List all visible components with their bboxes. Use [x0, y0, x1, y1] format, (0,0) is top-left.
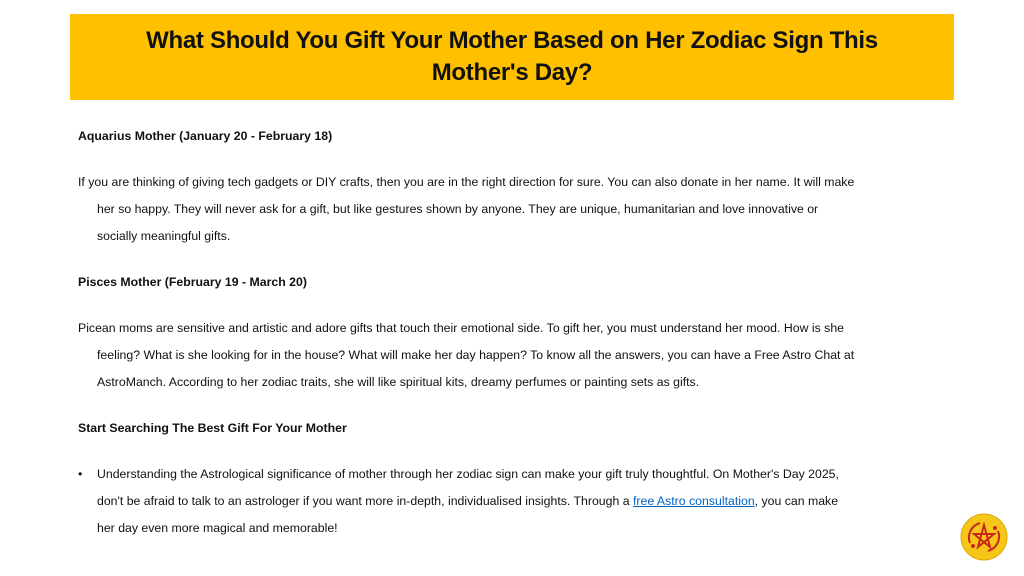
aquarius-text-line: If you are thinking of giving tech gadgets or DIY crafts, then you are in the right direction for sure. You can also donate in her name. It will make: [78, 175, 855, 189]
search-heading: Start Searching The Best Gift For Your Mother: [78, 421, 347, 435]
bullet-marker: •: [78, 467, 83, 481]
aquarius-text-line: her so happy. They will never ask for a gift, but like gestures shown by anyone. They are unique, humanitarian and love innovative or: [97, 202, 819, 216]
page-title: [146, 25, 878, 89]
title-line-1: What Should You Gift Your Mother Based on Her Zodiac Sign This: [146, 27, 878, 54]
title-banner: [70, 14, 954, 100]
bullet-text-line: Understanding the Astrological significance of mother through her zodiac sign can make your gift truly thoughtful. On Mother's Day 2025,: [97, 467, 839, 481]
aquarius-text-line: socially meaningful gifts.: [97, 229, 231, 243]
aquarius-heading: Aquarius Mother (January 20 - February 18): [78, 129, 333, 143]
bullet-text: , you can make: [754, 494, 839, 508]
pisces-text-line: Picean moms are sensitive and artistic and adore gifts that touch their emotional side. To gift her, you must understand her mood. How is she: [78, 321, 844, 335]
bullet-text-line: her day even more magical and memorable!: [97, 521, 338, 535]
pisces-text-line: AstroManch. According to her zodiac traits, she will like spiritual kits, dreamy perfumes or painting sets as gifts.: [97, 375, 700, 389]
pisces-heading: Pisces Mother (February 19 - March 20): [78, 275, 307, 289]
astromanch-logo-icon: [960, 513, 1008, 561]
pisces-text-line: feeling? What is she looking for in the house? What will make her day happen? To know all the answers, you can have a Free Astro Chat at: [97, 348, 855, 362]
title-line-2: Mother's Day?: [431, 59, 593, 86]
bullet-text-line: [97, 494, 838, 508]
free-astro-consultation-link[interactable]: free Astro consultation: [632, 494, 755, 508]
bullet-text: don't be afraid to talk to an astrologer if you want more in-depth, individualised insights. Through a: [97, 494, 633, 508]
